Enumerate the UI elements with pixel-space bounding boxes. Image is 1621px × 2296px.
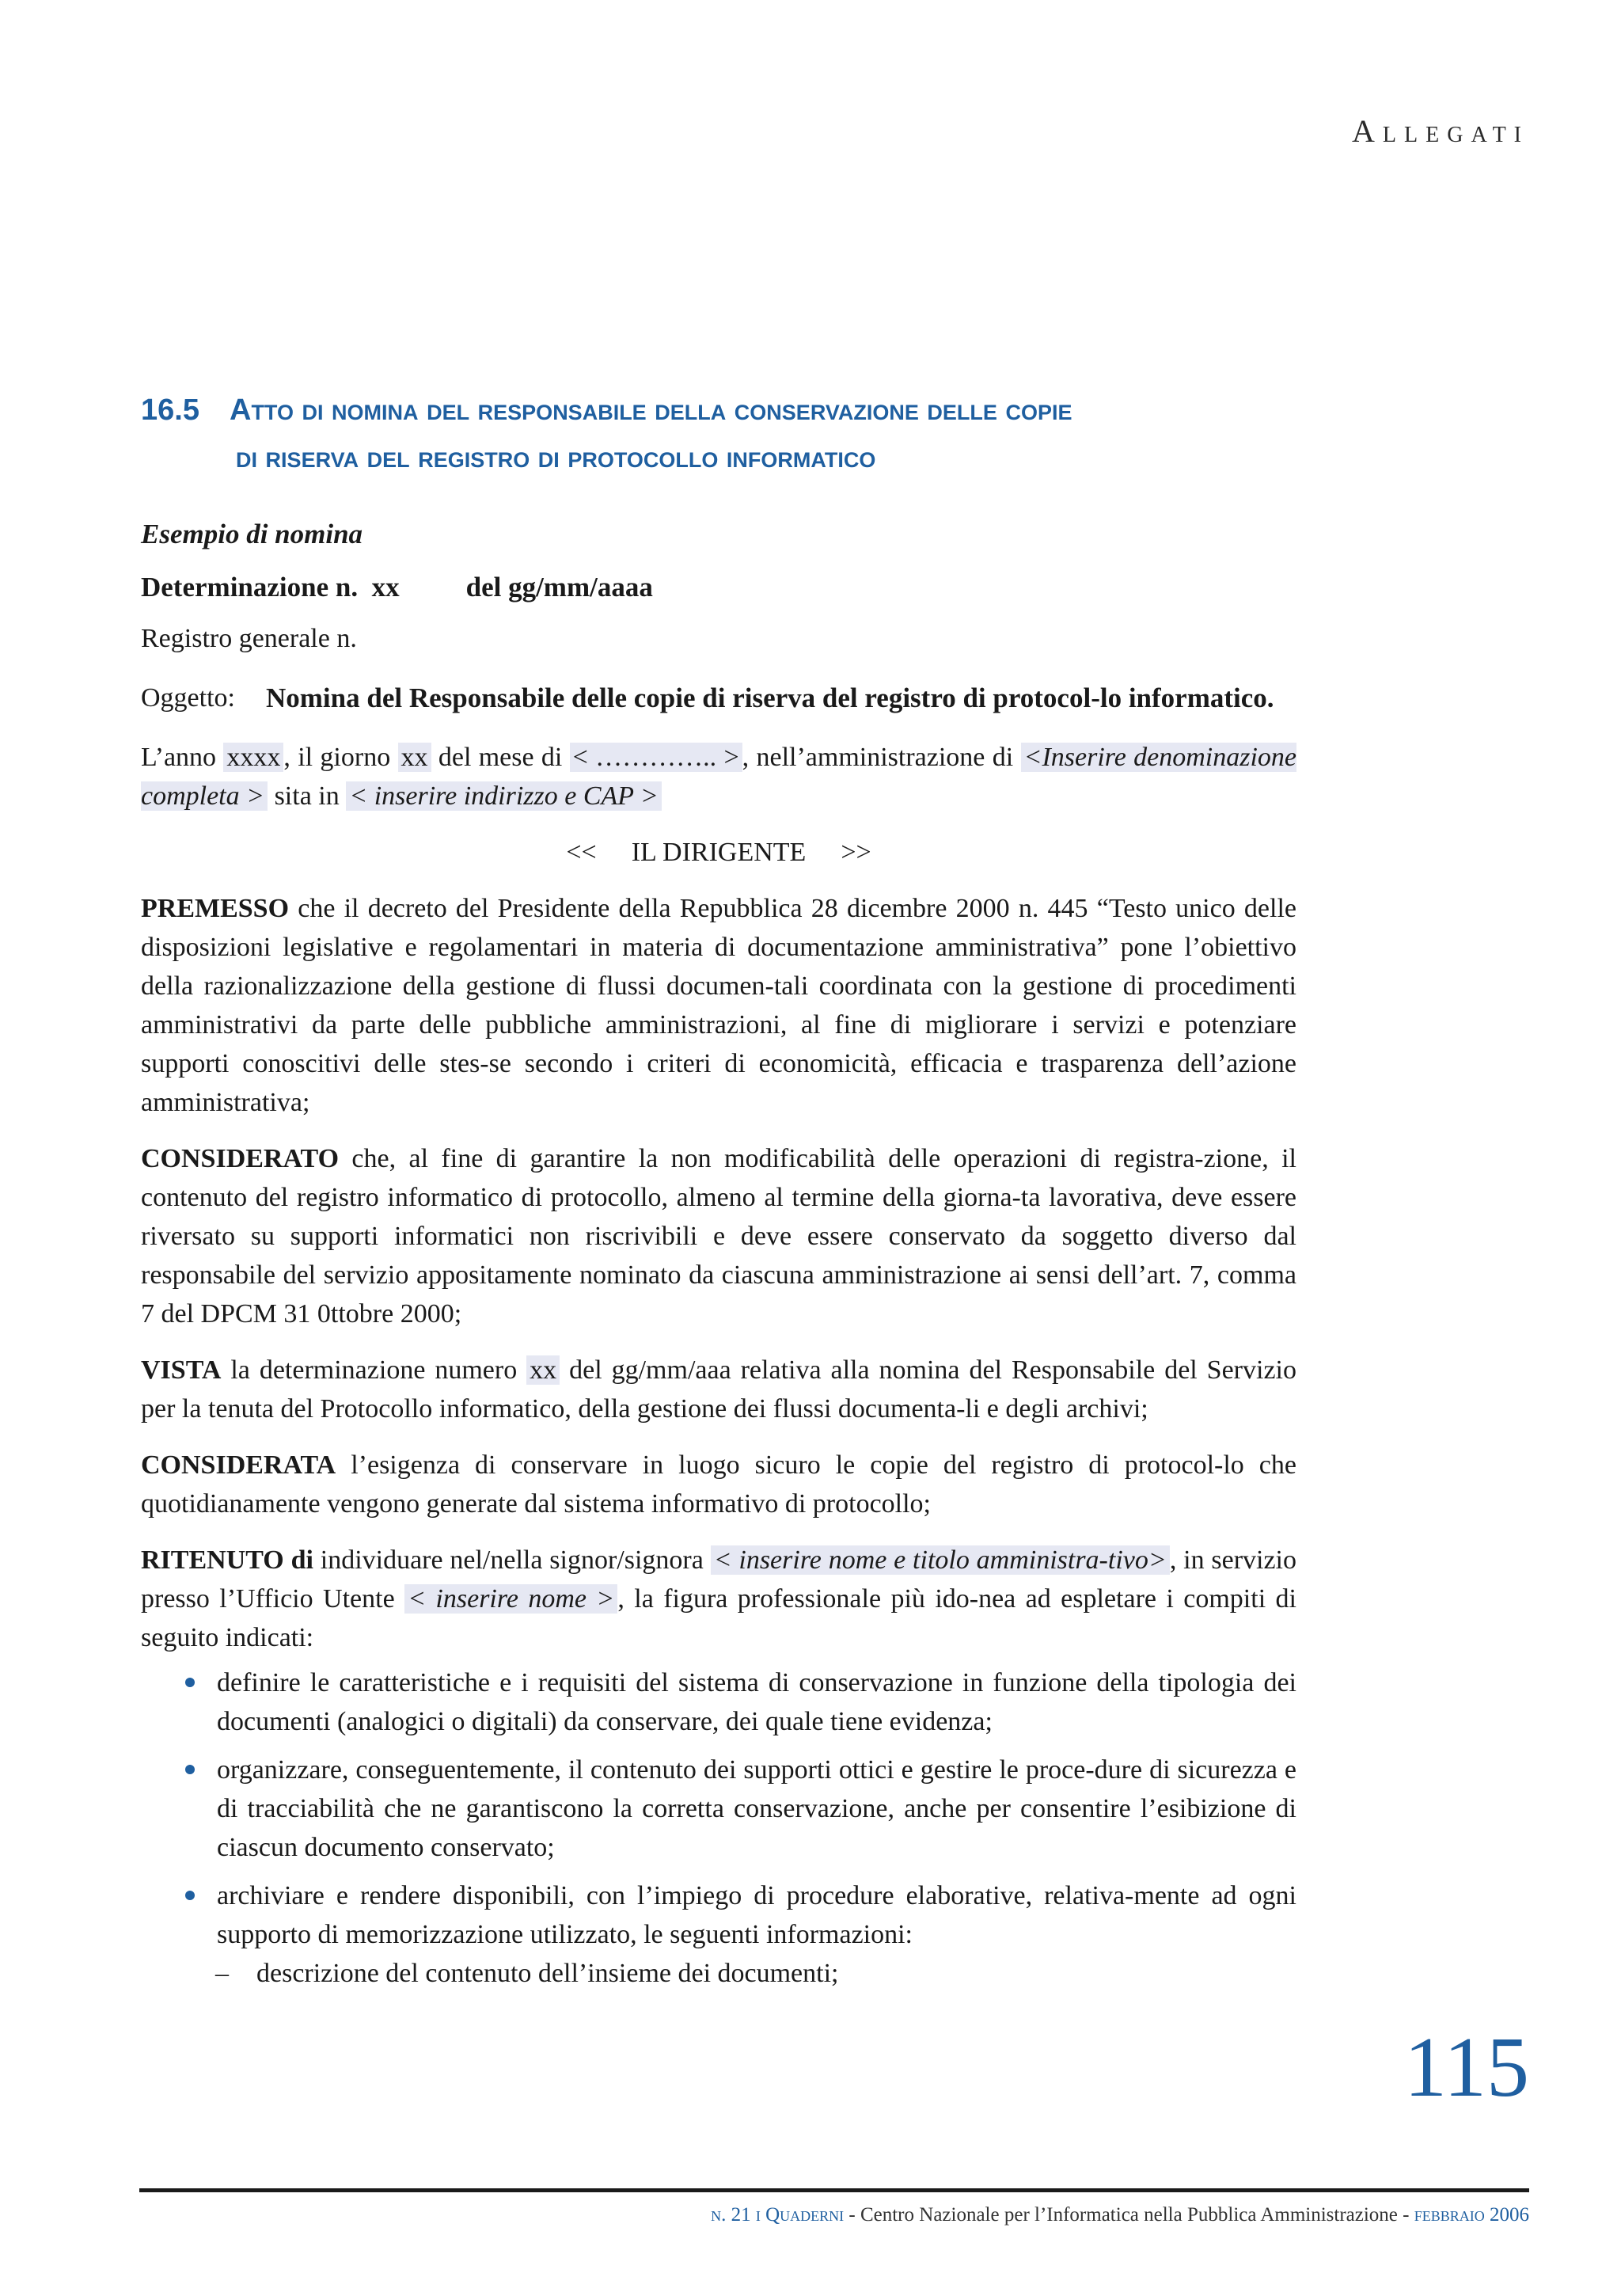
vista-paragraph: VISTA la determinazione numero xx del gg/mm/aaa relativa alla nomina del Responsabile del Servizio per la tenuta del Protocollo informatico, della gestione dei flussi documenta-li e degli archivi; xyxy=(141,1355,1296,1424)
dirigente-heading: << IL DIRIGENTE >> xyxy=(566,838,871,867)
document-body xyxy=(141,515,1296,1993)
premesso-paragraph: PREMESSO che il decreto del Presidente della Repubblica 28 dicembre 2000 n. 445 “Testo unico delle disposizioni legislative e regolamentari in materia di documentazione amministrativa” pone l’obiettivo della razionalizzazione della gestione di flussi documen-tali coordinata con la gestione di procedimenti amministrativi da parte delle pubbliche amministrazioni, al fine di migliorare i servizi e potenziare supporti conoscitivi delle stes-se secondo i criteri di economicità, efficacia e trasparenza dell’azione amministrativa; xyxy=(141,894,1296,1117)
bullet-icon xyxy=(185,1678,195,1687)
considerato-keyword: CONSIDERATO xyxy=(141,1144,340,1173)
list-item: archiviare e rendere disponibili, con l’impiego di procedure elaborative, relativa-mente ad ogni supporto di memorizzazione utilizzato, le seguenti informazioni: xyxy=(141,1876,1296,1954)
placeholder-numero: xx xyxy=(526,1355,560,1385)
bullet-icon xyxy=(185,1765,195,1774)
oggetto xyxy=(141,679,1296,717)
running-head: Allegati xyxy=(1352,113,1529,149)
placeholder-nome-titolo: < inserire nome e titolo amministra-tivo> xyxy=(711,1545,1170,1575)
oggetto-label: Oggetto: xyxy=(141,683,235,713)
placeholder-indirizzo: < inserire indirizzo e CAP > xyxy=(346,781,662,811)
dash-icon: – xyxy=(215,1959,229,1988)
placeholder-giorno: xx xyxy=(398,743,431,772)
placeholder-amministrazione: <Inserire denominazione completa > xyxy=(141,743,1297,811)
considerata-keyword: CONSIDERATA xyxy=(141,1450,336,1480)
ritenuto-paragraph: RITENUTO di individuare nel/nella signor/signora < inserire nome e titolo amministra-tivo> , in servizio presso l’Ufficio Utente < inserire nome > , la figura professionale più ido-nea ad espletare i compiti di seguito indicati: xyxy=(141,1545,1297,1652)
determinazione-line: Determinazione n. xx del gg/mm/aaaa xyxy=(141,572,653,603)
section-title-line2: di riserva del registro di protocollo informatico xyxy=(236,441,876,474)
footer: n. 21 I Quaderni - Centro Nazionale per l’Informatica nella Pubblica Amministrazione - febbraio 2006 xyxy=(711,2204,1529,2226)
page-number: 115 xyxy=(1404,2020,1529,2115)
task-list xyxy=(141,1663,1296,1954)
placeholder-nome: < inserire nome > xyxy=(404,1584,617,1614)
ritenuto-keyword: RITENUTO di xyxy=(141,1545,313,1575)
vista-keyword: VISTA xyxy=(141,1355,222,1385)
considerato-paragraph: CONSIDERATO che, al fine di garantire la non modificabilità delle operazioni di registra-zione, il contenuto del registro informatico di protocollo, almeno al termine della giorna-ta lavorativa, deve essere riversato su supporti informatici non riscrivibili e deve essere conservato da soggetto diverso dal responsabile del servizio appositamente nominato da ciascuna amministrazione ai sensi dell’art. 7, comma 7 del DPCM 31 0ttobre 2000; xyxy=(141,1144,1296,1329)
section-number: 16.5 xyxy=(141,393,199,427)
intro-paragraph: L’anno xxxx , il giorno xx del mese di < ………….. > , nell’amministrazione di <Inserire denominazione completa > sita in < inserire indirizzo e CAP > xyxy=(141,743,1297,811)
section-title-line1: Atto di nomina del responsabile della conservazione delle copie xyxy=(230,393,1072,427)
placeholder-mese: < ………….. > xyxy=(570,743,742,772)
footer-rule xyxy=(139,2188,1529,2192)
considerata-paragraph: CONSIDERATA l’esigenza di conservare in luogo sicuro le copie del registro di protocol-lo che quotidianamente vengono generate dal sistema informativo di protocollo; xyxy=(141,1450,1296,1519)
dash-list-item: – descrizione del contenuto dell’insieme dei documenti; xyxy=(141,1954,1296,1993)
example-title: Esempio di nomina xyxy=(141,519,363,549)
premesso-keyword: PREMESSO xyxy=(141,894,290,923)
list-item: organizzare, conseguentemente, il contenuto dei supporti ottici e gestire le proce-dure di sicurezza e di tracciabilità che ne garantiscono la corretta conservazione, anche per consentire l’esibizione di ciascun documento conservato; xyxy=(141,1751,1296,1867)
list-item: definire le caratteristiche e i requisiti del sistema di conservazione in funzione della tipologia dei documenti (analogici o digitali) da conservare, dei quale tiene evidenza; xyxy=(141,1663,1296,1741)
bullet-icon xyxy=(185,1891,195,1900)
placeholder-anno: xxxx xyxy=(223,743,283,772)
registro-generale: Registro generale n. xyxy=(141,624,357,653)
section-title xyxy=(141,386,1304,481)
oggetto-text: Nomina del Responsabile delle copie di riserva del registro di protocol-lo informatico. xyxy=(266,682,1274,713)
